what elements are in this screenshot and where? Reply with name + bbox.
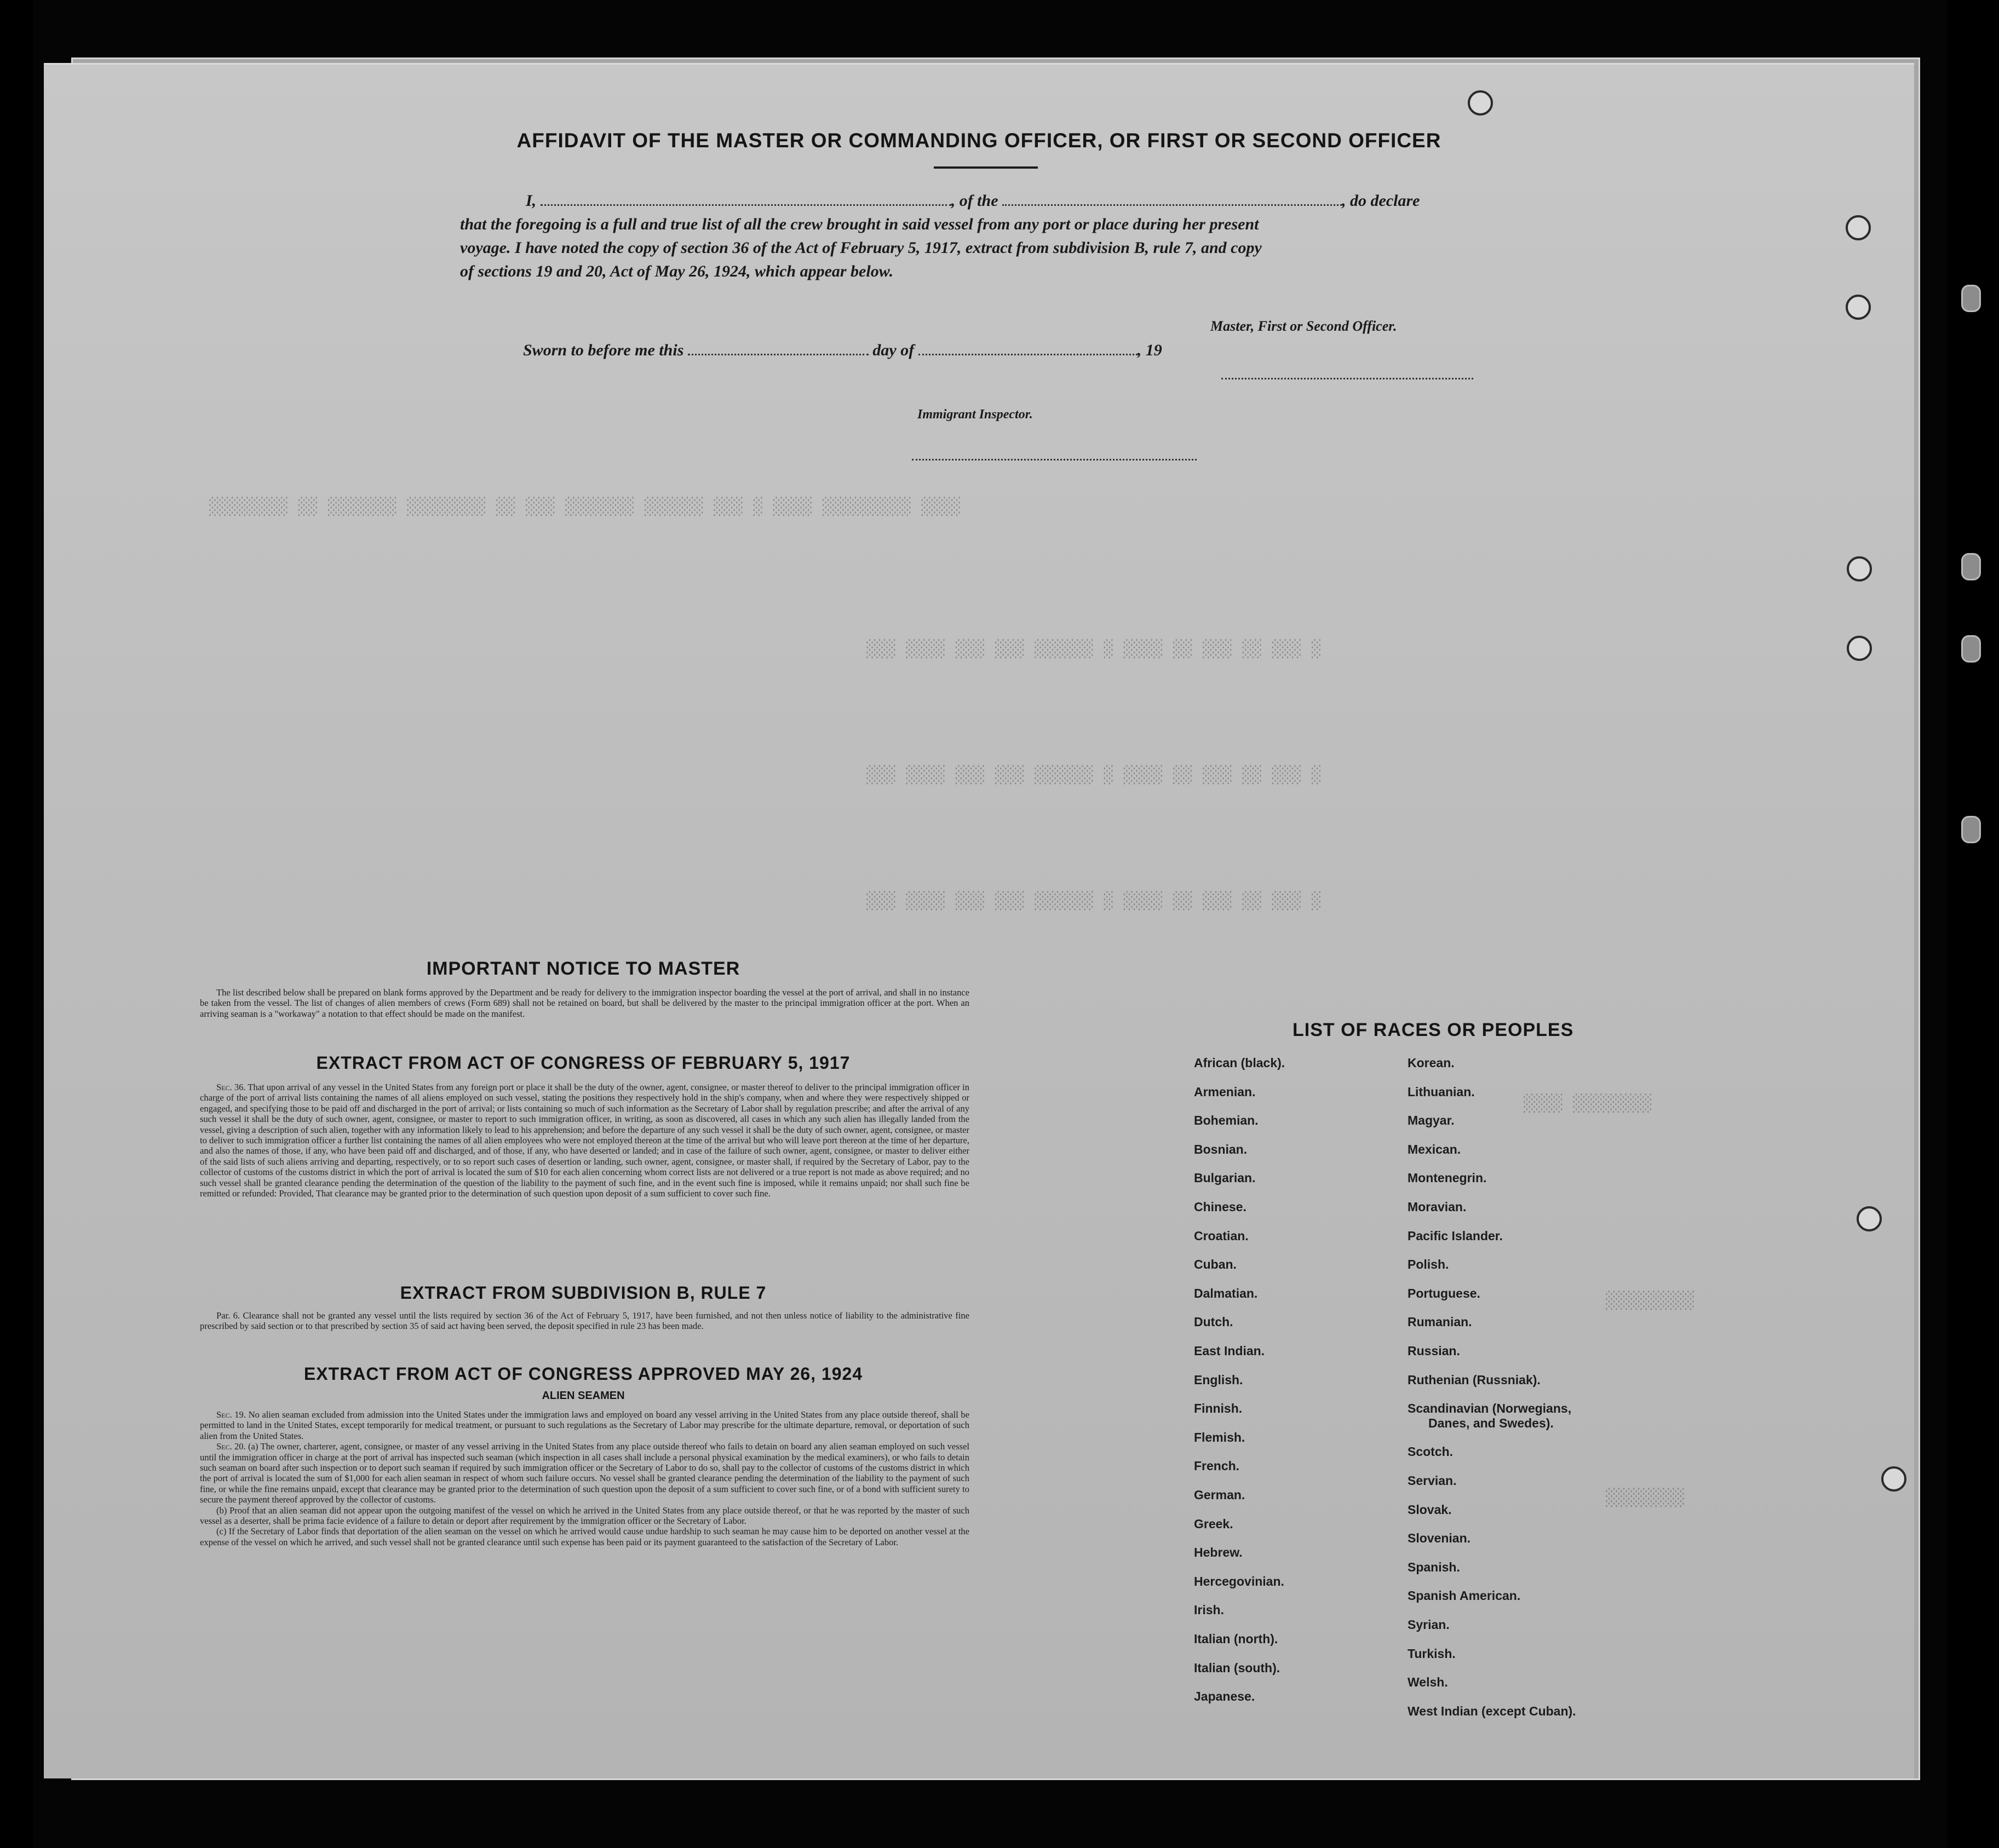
affidavit-i: I, bbox=[526, 192, 537, 210]
race-item: Hercegovinian. bbox=[1194, 1574, 1284, 1588]
race-item: Portuguese. bbox=[1408, 1286, 1480, 1300]
race-item: Cuban. bbox=[1194, 1257, 1237, 1272]
extract-1917-title: EXTRACT FROM ACT OF CONGRESS OF FEBRUARY 5, 1917 bbox=[316, 1053, 851, 1073]
inspector-label: Immigrant Inspector. bbox=[917, 407, 1033, 422]
bleed-through-text: ░░░░░░░░ ░░░░ bbox=[1523, 1094, 1651, 1113]
binder-hole bbox=[1846, 215, 1871, 240]
sworn-label: Sworn to before me this bbox=[523, 341, 684, 359]
notice-title: IMPORTANT NOTICE TO MASTER bbox=[426, 958, 740, 979]
notice-body bbox=[200, 987, 969, 1019]
notice-text: The list described below shall be prepared on blank forms approved by the Department and be ready for delivery to the immigration inspector boarding the vessel at the port of arrival, and shall in no instance be taken from the vessel. The list of changes of alien members of crews (Form 689) shall not be retained on board, but shall be delivered by the master to the principal immigration officer at the port. When an arriving seaman is a "workaway" a notation to that effect should be made on the manifest. bbox=[200, 987, 969, 1019]
race-item: Hebrew. bbox=[1194, 1545, 1243, 1560]
film-border-left bbox=[0, 0, 33, 1848]
extract-1924-body bbox=[200, 1409, 969, 1547]
race-item: Lithuanian. bbox=[1408, 1084, 1475, 1099]
affidavit-line-4: of sections 19 and 20, Act of May 26, 1924, which appear below. bbox=[460, 262, 894, 280]
race-item: Dutch. bbox=[1194, 1315, 1233, 1329]
sec-36-text: That upon arrival of any vessel in the United States from any foreign port or place it shall be the duty of the owner, agent, consignee, or master thereof to deliver to the principal immigration officer in charge of the port of arrival lists containing the names of all aliens employed on such vessel, stating the positions they respectively hold in the ship's company, when and where they were respectively shipped or engaged, and specifying those to be paid off and discharged in the port of arrival; or lists containing so much of such information as the Secretary of Labor shall by regulation prescribe; and after the arrival of any such vessel it shall be the duty of such owner, agent, consignee, or master to report to such immigration officer, in writing, as soon as discovered, all cases in which any such alien has illegally landed from the vessel, giving a description of such alien, together with any information likely to lead to his apprehension; and before the departure of any such vessel it shall be the duty of such owner, agent, consignee, or master to deliver to such immigration officer a further list containing the names of all alien employees who were not employed thereon at the time of the arrival but who will leave port thereon at the time of her departure, and also the names of those, if any, who have been paid off and discharged, and of those, if any, who have deserted or landed; and in case of the failure of such owner, agent, consignee, or master to deliver either of the said lists of such aliens arriving and departing, respectively, or to so report such cases of desertion or landing, such owner, agent, consignee, or master shall, if required by the Secretary of Labor, pay to the collector of customs of the customs district in which the port of arrival is located the sum of $10 for each alien concerning whom correct lists are not delivered or a true report is not made as above required; and no such vessel shall be granted clearance pending the determination of the question of the liability to the payment of such fine, and in the event such fine is imposed, while it remains unpaid; nor shall such fine be remitted or refunded: Provided, That clearance may be granted prior to the determination of such question upon deposit of a sum sufficient to cover such fine. bbox=[200, 1082, 969, 1199]
title-underline bbox=[934, 166, 1038, 169]
race-item: Chinese. bbox=[1194, 1200, 1246, 1214]
bleed-through-text: ░ ░░░ ░░ ░░░ ░░ ░░░░ ░ ░░░░░░ ░░░ ░░░ ░░░░ ░░░ bbox=[865, 891, 1320, 911]
race-item: Japanese. bbox=[1194, 1689, 1255, 1704]
race-item: Bohemian. bbox=[1194, 1113, 1259, 1128]
race-item: Turkish. bbox=[1408, 1646, 1456, 1661]
name-blank[interactable] bbox=[541, 201, 951, 206]
race-item: Moravian. bbox=[1408, 1200, 1467, 1214]
bleed-through-text: ░ ░░░ ░░ ░░░ ░░ ░░░░ ░ ░░░░░░ ░░░ ░░░ ░░░░ ░░░ bbox=[865, 640, 1320, 659]
race-item: Slovak. bbox=[1408, 1502, 1452, 1517]
race-item: Pacific Islander. bbox=[1408, 1228, 1503, 1243]
race-item: Spanish American. bbox=[1408, 1588, 1521, 1603]
race-item: Scotch. bbox=[1408, 1444, 1454, 1459]
signature-line[interactable] bbox=[1221, 378, 1473, 379]
race-item: Servian. bbox=[1408, 1473, 1457, 1488]
sworn-day-blank[interactable] bbox=[688, 350, 869, 355]
race-item: Dalmatian. bbox=[1194, 1286, 1258, 1300]
sworn-month-blank[interactable] bbox=[918, 350, 1138, 355]
film-sprocket-hole bbox=[1961, 285, 1981, 312]
race-item: Welsh. bbox=[1408, 1675, 1448, 1690]
race-item: Polish. bbox=[1408, 1257, 1449, 1272]
extract-1924-title: EXTRACT FROM ACT OF CONGRESS APPROVED MAY 26, 1924 bbox=[303, 1364, 863, 1384]
race-item: Flemish. bbox=[1194, 1430, 1245, 1444]
race-item: Danes, and Swedes). bbox=[1428, 1415, 1554, 1430]
sec-20b-text: (b) Proof that an alien seaman did not appear upon the outgoing manifest of the vessel on which he arrived in the United States from any place outside thereof, or that he was reported by the master of such vessel as a deserter, shall be prima facie evidence of a failure to detain or deport after requirement by the immigration officer or the Secretary of Labor. bbox=[200, 1505, 969, 1527]
sec-36-label: Sec. 36. bbox=[216, 1082, 246, 1092]
race-item: Italian (south). bbox=[1194, 1660, 1280, 1675]
binder-hole bbox=[1846, 295, 1871, 320]
race-item: Ruthenian (Russniak). bbox=[1408, 1372, 1541, 1387]
film-sprocket-hole bbox=[1961, 816, 1981, 843]
race-item: Finnish. bbox=[1194, 1401, 1243, 1416]
race-item: West Indian (except Cuban). bbox=[1408, 1703, 1576, 1718]
affidavit-title: AFFIDAVIT OF THE MASTER OR COMMANDING OFFICER, OR FIRST OR SECOND OFFICER bbox=[516, 129, 1441, 152]
race-item: Irish. bbox=[1194, 1603, 1224, 1617]
race-item: Greek. bbox=[1194, 1516, 1233, 1531]
rule-7-body bbox=[200, 1310, 969, 1332]
sec-20a-text: (a) The owner, charterer, agent, consignee, or master of any vessel arriving in the United States from any place outside thereof who fails to detain on board any alien seaman employed on such vessel until the immigration officer in charge at the port of arrival has inspected such seaman (which inspection in all cases shall include a personal physical examination by the medical examiners), or who fails to detain such seaman on board after such inspection or to deport such seaman if required by such immigration officer or the Secretary of Labor to do so, shall pay to the collector of customs of the customs district in which the port of arrival is located the sum of $1,000 for each alien seaman in respect of whom such failure occurs. No vessel shall be granted clearance pending the determination of the liability to the payment of such fine, or while the fine remains unpaid, except that clearance may be granted prior to the determination of such question upon the deposit of a sum sufficient to cover such fine, or of a bond with sufficient surety to secure the payment thereof approved by the collector of customs. bbox=[200, 1441, 970, 1505]
race-item: Mexican. bbox=[1408, 1142, 1461, 1156]
affidavit-line-1 bbox=[526, 192, 1420, 210]
inspector-signature-line[interactable] bbox=[912, 459, 1197, 460]
race-item: Syrian. bbox=[1408, 1617, 1450, 1632]
rule-7-text: Par. 6. Clearance shall not be granted any vessel until the lists required by section 36 of the Act of February 5, 1917, have been furnished, and not then unless notice of liability to the administrative fine prescribed by said section or to that prescribed by section 35 of said act having been served, the deposit specified in rule 23 has been made. bbox=[200, 1310, 969, 1332]
year-label: , 19 bbox=[1137, 341, 1162, 359]
rule-7-title: EXTRACT FROM SUBDIVISION B, RULE 7 bbox=[400, 1283, 767, 1303]
race-item: Slovenian. bbox=[1408, 1531, 1471, 1546]
race-item: Italian (north). bbox=[1194, 1632, 1278, 1646]
document-page bbox=[44, 63, 1914, 1778]
race-item: Spanish. bbox=[1408, 1559, 1460, 1574]
bleed-through-text: ░░░░░░░░░ bbox=[1605, 1291, 1694, 1310]
race-item: Armenian. bbox=[1194, 1084, 1256, 1099]
race-item: Bulgarian. bbox=[1194, 1171, 1256, 1185]
race-item: Montenegrin. bbox=[1408, 1171, 1487, 1185]
races-title: LIST OF RACES OR PEOPLES bbox=[1293, 1020, 1574, 1040]
signature-label: Master, First or Second Officer. bbox=[1210, 318, 1397, 334]
binder-hole bbox=[1468, 90, 1493, 116]
race-item: Magyar. bbox=[1408, 1113, 1455, 1128]
race-item: English. bbox=[1194, 1372, 1243, 1387]
race-item: Korean. bbox=[1408, 1056, 1455, 1070]
race-item: Bosnian. bbox=[1194, 1142, 1248, 1156]
sworn-line bbox=[523, 341, 1162, 360]
film-sprocket-hole bbox=[1961, 553, 1981, 580]
sec-19-text: No alien seaman excluded from admission into the United States under the immigration laws and employed on board any vessel arriving in the United States from any place outside thereof, shall be permitted to land in the United States, except temporarily for medical treatment, or pursuant to such regulations as the Secretary of Labor may prescribe for the ultimate departure, removal, or deportation of such alien from the United States. bbox=[200, 1409, 970, 1441]
vessel-blank[interactable] bbox=[1002, 201, 1342, 206]
sec-20c-text: (c) If the Secretary of Labor finds that deportation of the alien seaman on the vessel on which he arrived would cause undue hardship to such seaman he may cause him to be deported on another vessel at the expense of the vessel on which he arrived, and such vessel shall not be granted clearance until such expense has been paid or its payment guaranteed to the satisfaction of the Secretary of Labor. bbox=[200, 1526, 969, 1547]
affidavit-declare: , do declare bbox=[1342, 192, 1420, 210]
sec-19-label: Sec. 19. bbox=[216, 1409, 246, 1420]
race-item: Croatian. bbox=[1194, 1228, 1249, 1243]
binder-hole bbox=[1857, 1206, 1882, 1231]
race-item: French. bbox=[1194, 1459, 1240, 1473]
affidavit-line-2: that the foregoing is a full and true list of all the crew brought in said vessel from any port or place during her present bbox=[460, 215, 1259, 233]
sec-20-label: Sec. 20. bbox=[216, 1441, 246, 1452]
bleed-through-text: ░ ░░░ ░░ ░░░ ░░ ░░░░ ░ ░░░░░░ ░░░ ░░░ ░░░░ ░░░ bbox=[865, 765, 1320, 785]
race-item: Scandinavian (Norwegians, bbox=[1408, 1401, 1572, 1416]
film-sprocket-hole bbox=[1961, 635, 1981, 663]
race-item: Russian. bbox=[1408, 1344, 1460, 1358]
alien-seamen-subtitle: ALIEN SEAMEN bbox=[542, 1390, 625, 1402]
binder-hole bbox=[1847, 556, 1872, 582]
day-of-label: day of bbox=[872, 341, 915, 359]
affidavit-line-3: voyage. I have noted the copy of section 36 of the Act of February 5, 1917, extract from subdivision B, rule 7, and copy bbox=[460, 239, 1262, 257]
affidavit-of-the: , of the bbox=[951, 192, 998, 210]
bleed-through-text: ░░░░ ░░░░░░░░░ ░░░░ ░ ░░░ ░░░░░░ ░░░░░░░ ░░░ ░░ ░░░░░░░░ ░░░░░░░ ░░ ░░░░░░░░ bbox=[208, 497, 960, 516]
race-item: African (black). bbox=[1194, 1056, 1285, 1070]
race-item: Rumanian. bbox=[1408, 1315, 1472, 1329]
film-border-right bbox=[1947, 0, 1999, 1848]
binder-hole bbox=[1881, 1466, 1906, 1492]
race-item: German. bbox=[1194, 1488, 1245, 1502]
binder-hole bbox=[1847, 636, 1872, 661]
bleed-through-text: ░░░░░░░░ bbox=[1605, 1488, 1684, 1507]
race-item: East Indian. bbox=[1194, 1344, 1265, 1358]
extract-1917-body bbox=[200, 1082, 969, 1199]
